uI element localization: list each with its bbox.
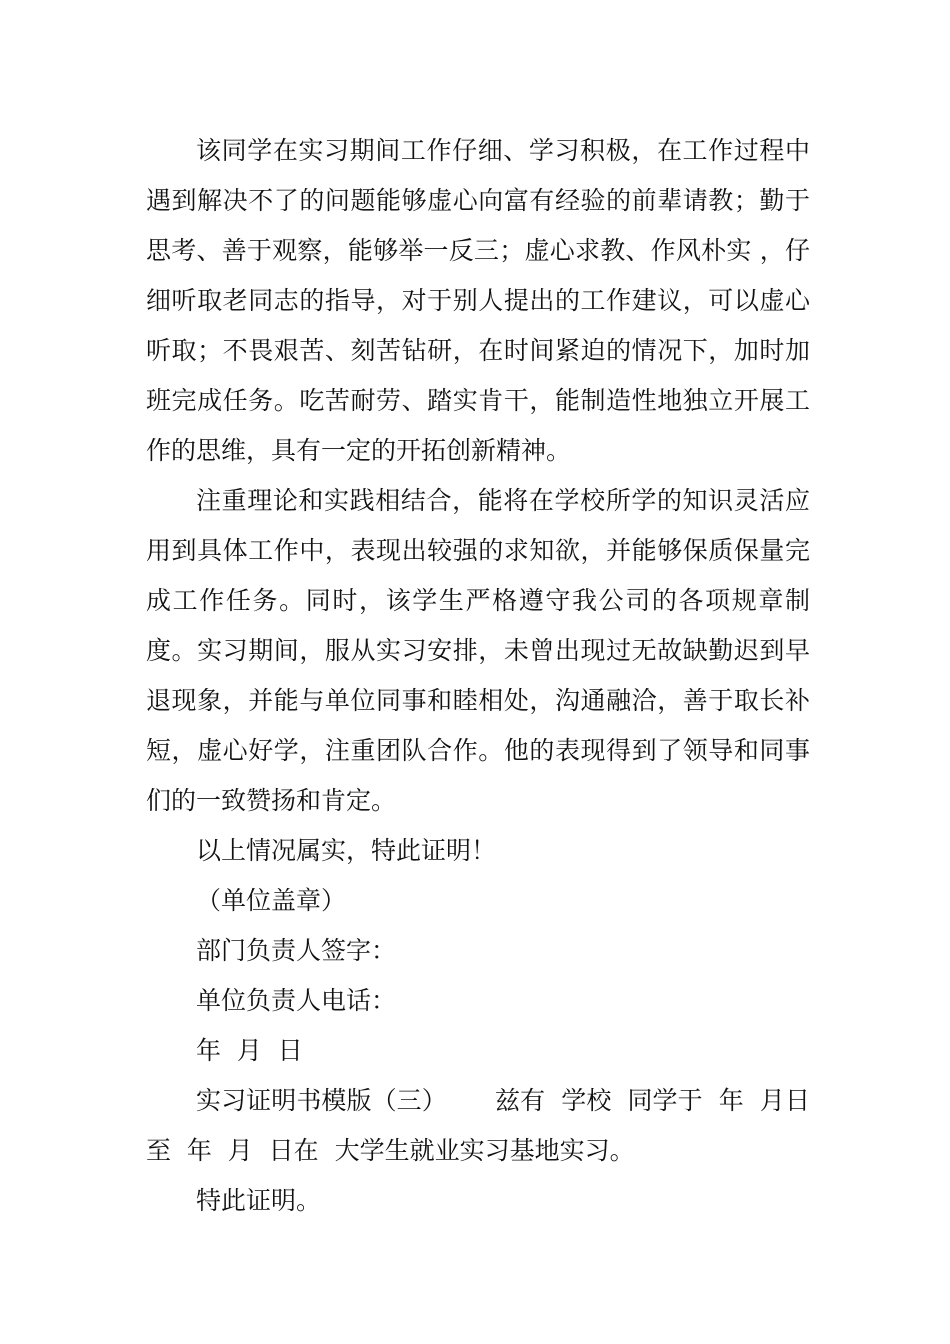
document-page	[146, 126, 810, 1226]
closing-statement: 以上情况属实，特此证明！	[196, 836, 497, 865]
dept-signature-line: 部门负责人签字：	[196, 936, 397, 965]
body-paragraph-2: 注重理论和实践相结合，能将在学校所学的知识灵活应用到具体工作中，表现出较强的求知欲，并能够保质保量完成工作任务。同时，该学生严格遵守我公司的各项规章制度。实习期间，服从实习安排，未曾出现过无故缺勤迟到早退现象，并能与单位同事和睦相处，沟通融洽，善于取长补短，虚心好学，注重团队合作。他的表现得到了领导和同事们的一致赞扬和肯定。	[146, 486, 810, 815]
final-statement: 特此证明。	[196, 1186, 322, 1215]
body-paragraph-1: 该同学在实习期间工作仔细、学习积极，在工作过程中遇到解决不了的问题能够虚心向富有经验的前辈请教；勤于思考、善于观察，能够举一反三；虚心求教、作风朴实 ，仔细听取老同志的指导，对于别人提出的工作建议，可以虚心听取；不畏艰苦、刻苦钻研，在时间紧迫的情况下，加时加班完成任务。吃苦耐劳、踏实肯干，能制造性地独立开展工作的思维，具有一定的开拓创新精神。	[146, 136, 810, 465]
template-three-paragraph: 实习证明书模版（三） 兹有 学校 同学于 年 月日至 年 月 日在 大学生就业实习基地实习。	[146, 1086, 810, 1165]
unit-phone-line: 单位负责人电话：	[196, 986, 397, 1015]
seal-line: （单位盖章）	[196, 886, 347, 915]
date-line: 年 月 日	[196, 1036, 303, 1065]
